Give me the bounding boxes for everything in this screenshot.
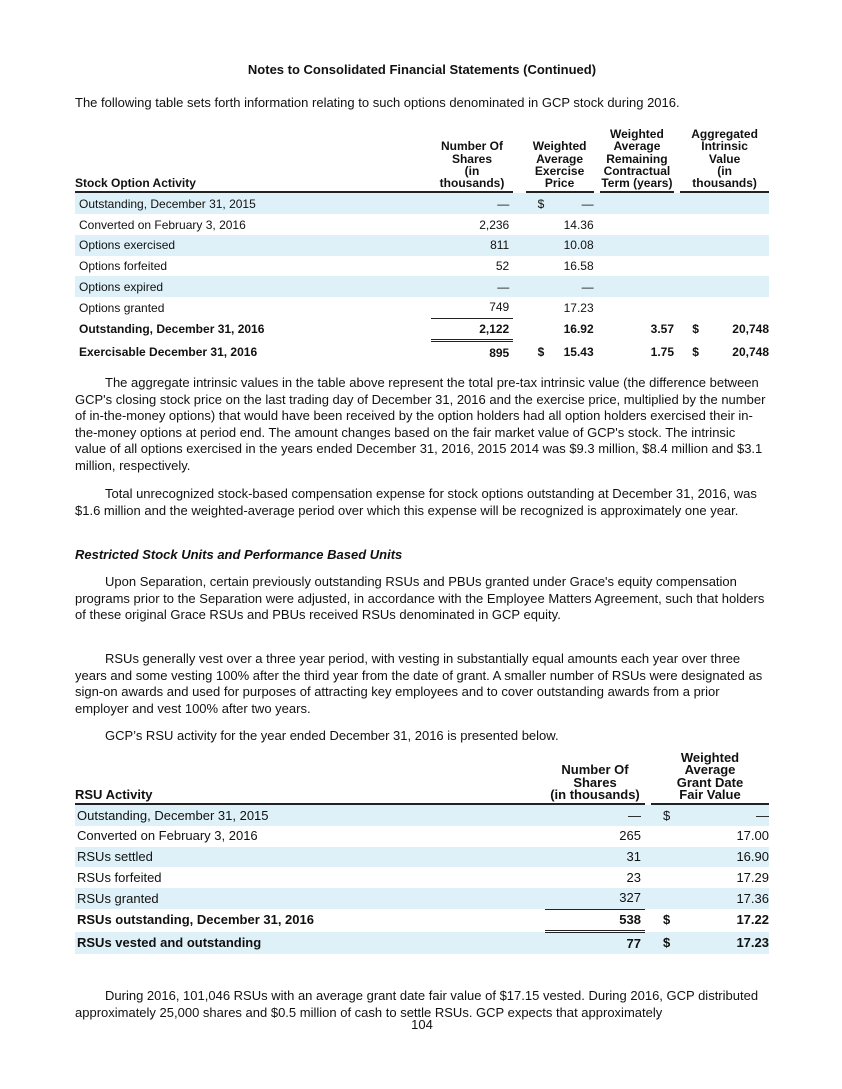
table-row — [75, 804, 769, 826]
col-header-rsu-shares: Number Of Shares (in thousands) — [545, 752, 645, 804]
table-row — [75, 909, 769, 932]
currency-cell — [526, 276, 553, 297]
value-cell: 16.90 — [663, 847, 769, 868]
spacer — [513, 192, 525, 214]
value-cell — [693, 214, 769, 235]
currency-cell — [680, 297, 692, 318]
col-header-exercise-price: Weighted Average Exercise Price — [526, 128, 594, 192]
col-header-remaining-term: Weighted Average Remaining Contractual Term (years) — [600, 128, 674, 192]
spacer — [513, 214, 525, 235]
table-row — [75, 318, 769, 341]
shares-cell: 538 — [545, 909, 645, 932]
row-label: Options expired — [75, 276, 431, 297]
shares-cell: 2,236 — [479, 217, 510, 232]
col-header-intrinsic-value: Aggregated Intrinsic Value (in thousands) — [680, 128, 769, 192]
shares-cell: 749 — [489, 300, 510, 315]
row-label: Outstanding, December 31, 2016 — [79, 322, 265, 337]
spacer — [513, 297, 525, 318]
page-title: Notes to Consolidated Financial Statements (Continued) — [247, 62, 597, 77]
currency-cell — [680, 256, 692, 277]
currency-cell: $ — [663, 912, 671, 928]
rsu-activity-rows — [75, 804, 769, 954]
spacer — [513, 318, 525, 341]
shares-cell: — — [545, 804, 645, 826]
row-label: RSUs granted — [75, 888, 545, 909]
currency-cell: $ — [692, 322, 699, 337]
shares-cell: — — [431, 192, 513, 214]
row-label: Options exercised — [75, 235, 431, 256]
term-cell — [600, 192, 674, 214]
row-label: Options granted — [79, 300, 165, 315]
price-cell: 16.58 — [563, 258, 594, 273]
term-cell: 1.75 — [650, 344, 675, 359]
value-cell — [693, 235, 769, 256]
value-cell: 20,748 — [732, 322, 769, 337]
currency-cell: $ — [537, 344, 545, 359]
currency-cell: $ — [526, 192, 553, 214]
currency-cell: $ — [651, 804, 663, 826]
row-label: Outstanding, December 31, 2015 — [75, 192, 431, 214]
value-cell — [693, 276, 769, 297]
shares-cell: — — [431, 276, 513, 297]
table-row — [75, 276, 769, 297]
table-row — [75, 235, 769, 256]
table-row — [75, 847, 769, 868]
value-cell — [693, 192, 769, 214]
value-cell: 20,748 — [732, 344, 769, 359]
currency-cell — [526, 256, 553, 277]
value-cell — [693, 256, 769, 277]
table-row — [75, 297, 769, 318]
currency-cell — [680, 235, 692, 256]
shares-cell: 23 — [626, 869, 641, 885]
table-row — [75, 888, 769, 909]
row-label: RSUs settled — [75, 847, 545, 868]
shares-cell: 327 — [545, 888, 645, 909]
shares-cell: 265 — [619, 828, 641, 844]
currency-cell — [680, 192, 692, 214]
col-header-shares: Number Of Shares (in thousands) — [431, 128, 513, 192]
currency-cell — [526, 214, 553, 235]
table-row — [75, 214, 769, 235]
value-cell — [693, 297, 769, 318]
currency-cell — [651, 867, 663, 888]
row-label: Converted on February 3, 2016 — [77, 828, 258, 844]
term-cell — [600, 235, 674, 256]
spacer — [513, 341, 525, 363]
term-cell — [600, 214, 674, 235]
currency-cell — [651, 826, 663, 847]
table-row — [75, 192, 769, 214]
col-header-rsu-activity: RSU Activity — [75, 752, 545, 804]
row-label: Options forfeited — [79, 258, 168, 273]
price-cell: 10.08 — [552, 235, 593, 256]
currency-cell: $ — [692, 344, 699, 359]
table-row — [75, 932, 769, 954]
table-row — [75, 341, 769, 363]
currency-cell — [680, 276, 692, 297]
table-row — [75, 256, 769, 277]
currency-cell — [526, 297, 553, 318]
intro-text: The following table sets forth information relating to such options denominated in GCP stock during 2016. — [75, 95, 680, 110]
paragraph-vesting: RSUs generally vest over a three year period, with vesting in substantially equal amounts each year over three years and some vesting 100% after the third year from the date of grant. A smaller number of RSUs were designated as sign-on awards and used for purposes of attracting key employees and to cover outstanding awards from a prior employer and vest 100% after two years. — [75, 651, 763, 716]
price-cell: 15.43 — [563, 344, 594, 359]
currency-cell — [651, 847, 663, 868]
paragraph-rsu-vested: During 2016, 101,046 RSUs with an average grant date fair value of $17.15 vested. During 2016, GCP distributed approximately 25,000 shares and $0.5 million of cash to settle RSUs. GCP expects that approximately — [75, 988, 759, 1020]
spacer — [513, 276, 525, 297]
paragraph-separation: Upon Separation, certain previously outstanding RSUs and PBUs granted under Grace's equity compensation programs prior to the Separation were adjusted, in accordance with the Employee Matters Agreement, such that holders of these original Grace RSUs and PBUs received RSUs denominated in GCP equity. — [75, 574, 765, 622]
value-cell: 17.00 — [736, 828, 769, 844]
shares-cell: 52 — [495, 258, 510, 273]
paragraph-intrinsic-values: The aggregate intrinsic values in the table above represent the total pre-tax intrinsic value (the difference between GCP's closing stock price on the last trading day of December 31, 2016 and the exercise price, multiplied by the number of in-the-money options) that would have been received by the option holders had all option holders exercised their in-the-money options at period end. The amount changes based on the fair market value of GCP's stock. The intrinsic value of all options exercised in the years ended December 31, 2016, 2015 2014 was $9.3 million, $8.4 million and $3.1 million, respectively. — [75, 375, 766, 473]
rsu-activity-table — [75, 752, 769, 954]
table-row — [75, 826, 769, 847]
row-label: RSUs vested and outstanding — [75, 932, 545, 954]
term-cell — [600, 256, 674, 277]
value-cell: 17.22 — [736, 912, 769, 928]
table-row — [75, 867, 769, 888]
currency-cell — [680, 214, 692, 235]
section-heading-rsu: Restricted Stock Units and Performance Based Units — [75, 547, 403, 562]
row-label: Outstanding, December 31, 2015 — [75, 804, 545, 826]
row-label: RSUs forfeited — [77, 869, 162, 885]
col-header-rsu-fair-value: Weighted Average Grant Date Fair Value — [651, 752, 769, 804]
col-header-activity: Stock Option Activity — [75, 128, 431, 192]
value-cell: 17.23 — [663, 932, 769, 954]
value-cell: 17.29 — [736, 869, 769, 885]
price-cell: 17.23 — [563, 300, 594, 315]
currency-cell — [651, 888, 663, 909]
row-label: Exercisable December 31, 2016 — [79, 344, 258, 359]
spacer — [513, 235, 525, 256]
currency-cell — [526, 318, 553, 341]
shares-cell: 2,122 — [431, 318, 513, 341]
paragraph-rsu-activity-intro: GCP’s RSU activity for the year ended December 31, 2016 is presented below. — [105, 728, 559, 743]
price-cell: — — [552, 276, 593, 297]
currency-cell — [526, 235, 553, 256]
price-cell: 14.36 — [563, 217, 594, 232]
shares-cell: 811 — [431, 235, 513, 256]
term-cell: 3.57 — [650, 322, 675, 337]
shares-cell: 31 — [545, 847, 645, 868]
value-cell: — — [663, 804, 769, 826]
row-label: Converted on February 3, 2016 — [79, 217, 246, 232]
paragraph-unrecognized-expense: Total unrecognized stock-based compensation expense for stock options outstanding at December 31, 2016, was $1.6 million and the weighted-average period over which this expense will be recognized is approximately one year. — [75, 486, 757, 518]
shares-cell: 77 — [545, 932, 645, 954]
price-cell: 16.92 — [563, 322, 594, 337]
value-cell: 17.36 — [663, 888, 769, 909]
term-cell — [600, 276, 674, 297]
row-label: RSUs outstanding, December 31, 2016 — [77, 912, 314, 928]
spacer — [513, 256, 525, 277]
price-cell: — — [552, 192, 593, 214]
shares-cell: 895 — [431, 341, 513, 363]
currency-cell: $ — [651, 932, 663, 954]
page-number: 104 — [411, 1017, 433, 1032]
stock-option-table — [75, 128, 769, 363]
stock-option-rows — [75, 192, 769, 363]
term-cell — [600, 297, 674, 318]
